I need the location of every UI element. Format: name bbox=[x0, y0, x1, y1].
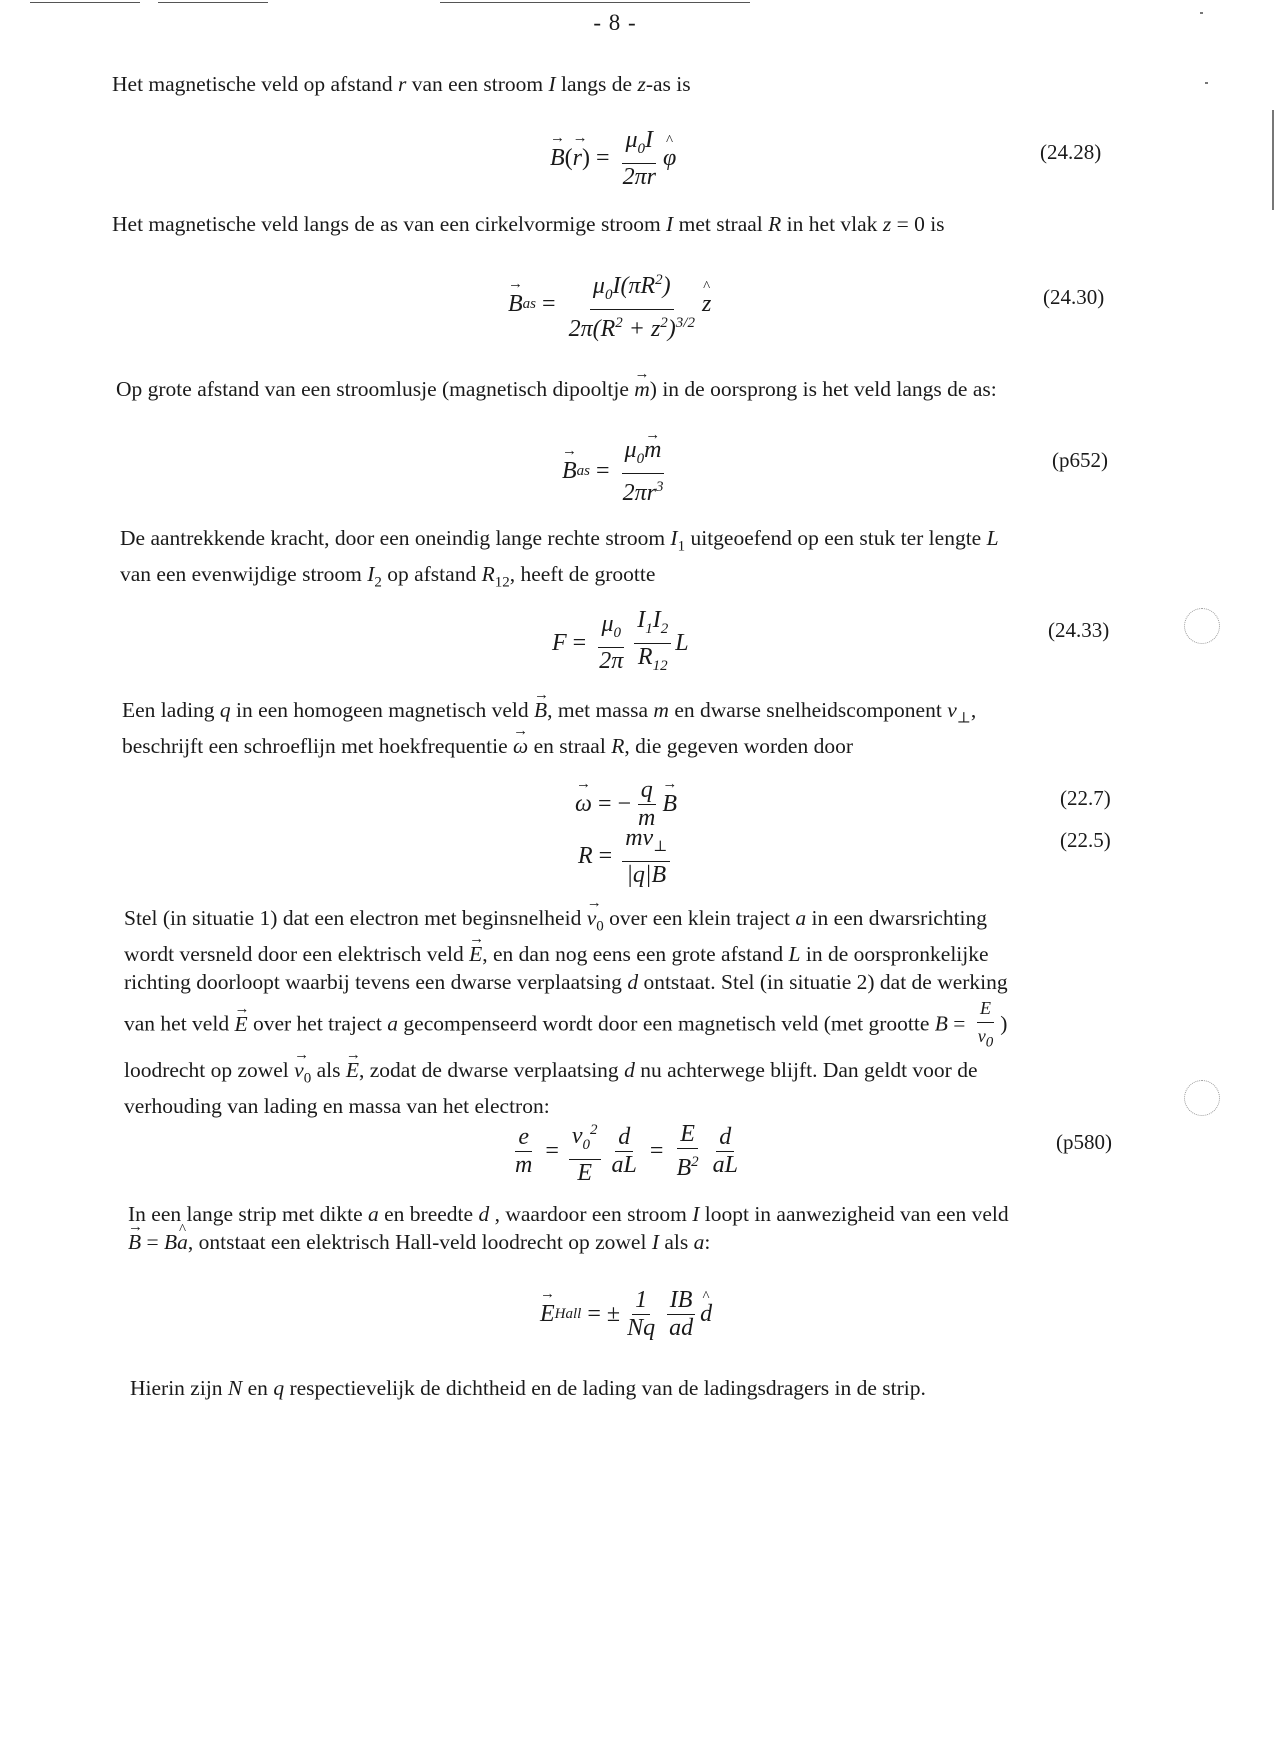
equation-p580: $\frac{e}{m}$ = $\frac{v_0^2}{E}$ $\frac{d}{aL}$ = $\frac{E}{B^2}$ $\frac{d}{aL}$ bbox=[508, 1118, 745, 1186]
equation-hall: → E Hall = ± $\frac{1}{Nq}$ $\frac{IB}{ad}$ ^ d bbox=[540, 1288, 712, 1341]
equation-24-28: → B ( → r ) = $\frac{\mu_0I}{2\pi r}$ ^ φ bbox=[550, 128, 676, 190]
equation-24-30: → B as = $\frac{\mu_0I(\pi R^2)}{2\pi(R^2 + z^2)^{3/2}}$ ^ z bbox=[508, 268, 711, 342]
equation-number: (24.33) bbox=[1048, 618, 1110, 642]
scan-line bbox=[440, 2, 750, 3]
paragraph-8: Hierin zijn N en q respectievelijk de dichtheid en de lading van de ladingsdragers in de strip. bbox=[130, 1376, 926, 1400]
equation-22-7: → ω = − $\frac{q}{m}$ → B bbox=[575, 778, 677, 831]
equation-number: (24.30) bbox=[1043, 285, 1105, 309]
punch-hole-mark bbox=[1184, 608, 1220, 644]
paragraph-3: Op grote afstand van een stroomlusje (magnetisch dipooltje → m) in de oorsprong is het veld langs de as: bbox=[116, 375, 997, 403]
paragraph-2: Het magnetische veld langs de as van een cirkelvormige stroom I met straal R in het vlak z = 0 is bbox=[112, 212, 945, 236]
equation-number: (22.5) bbox=[1060, 828, 1111, 852]
equation-p652: → B as = $\frac{\mu_0\to m}{2\pi r^3}$ bbox=[562, 438, 670, 506]
paragraph-7: In een lange strip met dikte a en breedte d , waardoor een stroom I loopt in aanwezigheid van een veld → B = B^ a, ontstaat een elektrisch Hall-veld loodrecht op zowel I als a: bbox=[128, 1200, 1009, 1256]
equation-number: (22.7) bbox=[1060, 786, 1111, 810]
scan-speck bbox=[1205, 82, 1208, 84]
equation-24-33: F = $\frac{\mu_0}{2\pi}$ $\frac{I_1I_2}{R_{12}}$ L bbox=[552, 607, 689, 675]
equation-number: (24.28) bbox=[1040, 140, 1102, 164]
paragraph-6: Stel (in situatie 1) dat een electron met beginsnelheid → $v_0$ over een klein traject a in een dwarsrichting wordt versneld door een elektrisch veld → E, en dan nog eens een grote afstand L in de oorspronkelijke richting doorloopt waarbij tevens een dwarse verplaatsing d ontstaat. Stel (in situatie 2) dat de werking van het veld → E over het traject a gecompenseerd wordt door een magnetisch veld (met grootte B = $\frac{E}{v_0}$ ) loodrecht op zowel → $v_0$ als → E, zodat de dwarse verplaatsing d nu achterwege blijft. Dan geldt voor de verhouding van lading en massa van het electron: bbox=[124, 904, 1008, 1120]
punch-hole-mark bbox=[1184, 1080, 1220, 1116]
page-number: - 8 - bbox=[593, 10, 637, 35]
scan-line bbox=[158, 2, 268, 3]
scan-speck bbox=[1272, 110, 1274, 210]
scan-speck bbox=[1200, 12, 1203, 14]
equation-number: (p652) bbox=[1052, 448, 1108, 472]
equation-number: (p580) bbox=[1056, 1130, 1112, 1154]
scan-line bbox=[30, 2, 140, 3]
equation-22-5: R = $\frac{mv_\perp}{|q|B}$ bbox=[578, 826, 674, 888]
paragraph-4: De aantrekkende kracht, door een oneindig lange rechte stroom $I_1$ uitgeoefend op een stuk ter lengte L van een evenwijdige stroom $I_2$ op afstand $R_{12}$, heeft de grootte bbox=[120, 526, 999, 591]
paragraph-5: Een lading q in een homogeen magnetisch veld → B, met massa m en dwarse snelheidscomponent $v_\perp$, beschrijft een schroeflijn met hoekfrequentie → ω en straal R, die gegeven worden door bbox=[122, 696, 976, 760]
paragraph-1: Het magnetische veld op afstand r van een stroom I langs de z-as is bbox=[112, 72, 691, 96]
